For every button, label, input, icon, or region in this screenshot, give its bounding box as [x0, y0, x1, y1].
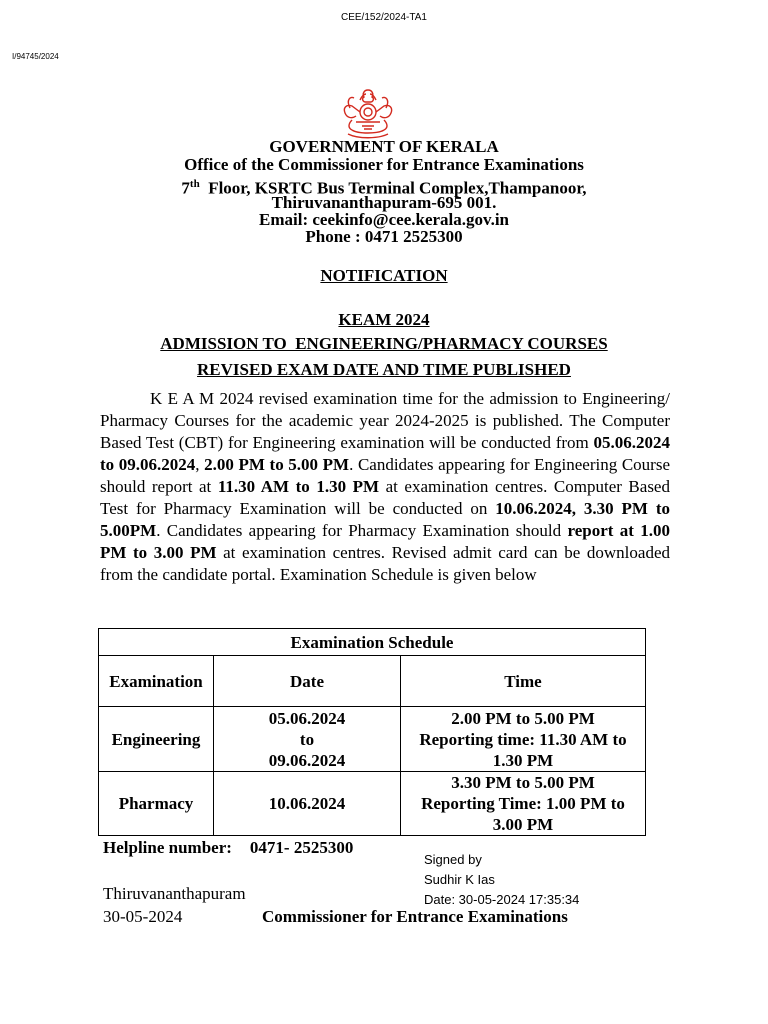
- column-header: Examination: [99, 656, 214, 707]
- signed-by-label: Signed by: [424, 852, 482, 867]
- time-line: 3.30 PM to 5.00 PM: [451, 773, 595, 792]
- body-text: at examination centres. Revised admit card can be downloaded from the candidate portal. Examination Schedule is given below: [100, 543, 670, 584]
- notification-body: [100, 388, 670, 586]
- time-cell: [401, 707, 646, 772]
- office-heading: Office of the Commissioner for Entrance Examinations: [184, 155, 584, 174]
- floor-suffix: th: [189, 178, 200, 190]
- time-line: Reporting time: 11.30 AM to: [419, 729, 627, 749]
- phone-line: Phone : 0471 2525300: [305, 227, 463, 246]
- time-cell: [401, 772, 646, 836]
- body-text: . Candidates appearing for Engineering Course should report at: [100, 455, 671, 496]
- revised-title: REVISED EXAM DATE AND TIME PUBLISHED: [197, 360, 571, 379]
- digital-signature-block: [424, 850, 579, 910]
- time-line: Reporting Time: 1.00 PM to: [421, 794, 625, 813]
- keam-title: KEAM 2024: [338, 310, 430, 329]
- date-line: 05.06.2024: [268, 708, 346, 728]
- reference-code: CEE/152/2024-TA1: [341, 12, 427, 23]
- examination-schedule-table: [98, 628, 646, 836]
- helpline-number: 0471- 2525300: [249, 838, 354, 857]
- pharmacy-date-time: 10.06.2024, 3.30 PM to 5.00PM: [100, 499, 670, 540]
- pharmacy-reporting: report at 1.00 PM to 3.00 PM: [100, 521, 671, 562]
- address-rest: Floor, KSRTC Bus Terminal Complex,Thampanoor,: [199, 178, 587, 198]
- column-header: Date: [214, 656, 401, 707]
- date-line: 10.06.2024: [268, 794, 346, 813]
- file-number: I/94745/2024: [12, 52, 59, 61]
- admission-title: ADMISSION TO ENGINEERING/PHARMACY COURSES: [160, 334, 608, 353]
- time-line: 3.00 PM: [492, 815, 554, 834]
- exam-cell: Engineering: [99, 707, 214, 772]
- date-cell: [214, 707, 401, 772]
- engineering-reporting: 11.30 AM to 1.30 PM: [217, 477, 380, 496]
- date-cell: [214, 772, 401, 836]
- engineering-time: 2.00 PM to 5.00 PM: [204, 455, 350, 474]
- table-row: [99, 772, 646, 836]
- time-line: 1.30 PM: [492, 750, 554, 770]
- body-text: ,: [195, 455, 205, 474]
- helpline-label: Helpline number:: [103, 838, 232, 857]
- place: Thiruvananthapuram: [103, 884, 246, 903]
- helpline: [103, 838, 353, 858]
- floor-number: 7: [181, 178, 190, 198]
- column-header: Time: [401, 656, 646, 707]
- exam-cell: Pharmacy: [99, 772, 214, 836]
- table-header-row: [99, 656, 646, 707]
- table-caption: Examination Schedule: [99, 629, 646, 656]
- address-line-2: Thiruvananthapuram-695 001.: [271, 193, 497, 212]
- date-line: to: [299, 729, 315, 749]
- engineering-dates: 05.06.2024 to 09.06.2024: [100, 433, 670, 474]
- issue-date: 30-05-2024: [103, 907, 183, 926]
- designation: Commissioner for Entrance Examinations: [262, 907, 568, 926]
- body-text: . Candidates appearing for Pharmacy Examination should: [156, 521, 568, 540]
- table-caption-row: [99, 629, 646, 656]
- email-line: Email: ceekinfo@cee.kerala.gov.in: [259, 210, 509, 229]
- kerala-state-emblem-icon: [338, 86, 398, 142]
- table-row: [99, 707, 646, 772]
- time-line: 2.00 PM to 5.00 PM: [451, 708, 595, 728]
- government-heading: GOVERNMENT OF KERALA: [269, 137, 499, 156]
- date-line: 09.06.2024: [268, 750, 346, 770]
- notification-title: NOTIFICATION: [320, 266, 448, 285]
- signature-date: Date: 30-05-2024 17:35:34: [424, 892, 580, 907]
- body-text: at examination centres. Computer Based Test for Pharmacy Examination will be conducted on: [100, 477, 670, 518]
- signer-name: Sudhir K Ias: [424, 872, 495, 887]
- body-text: K E A M 2024 revised examination time for the admission to Engineering/ Pharmacy Courses for the academic year 2024-2025 is published. The Computer Based Test (CBT) for Engineering examination will be conducted from: [100, 389, 670, 452]
